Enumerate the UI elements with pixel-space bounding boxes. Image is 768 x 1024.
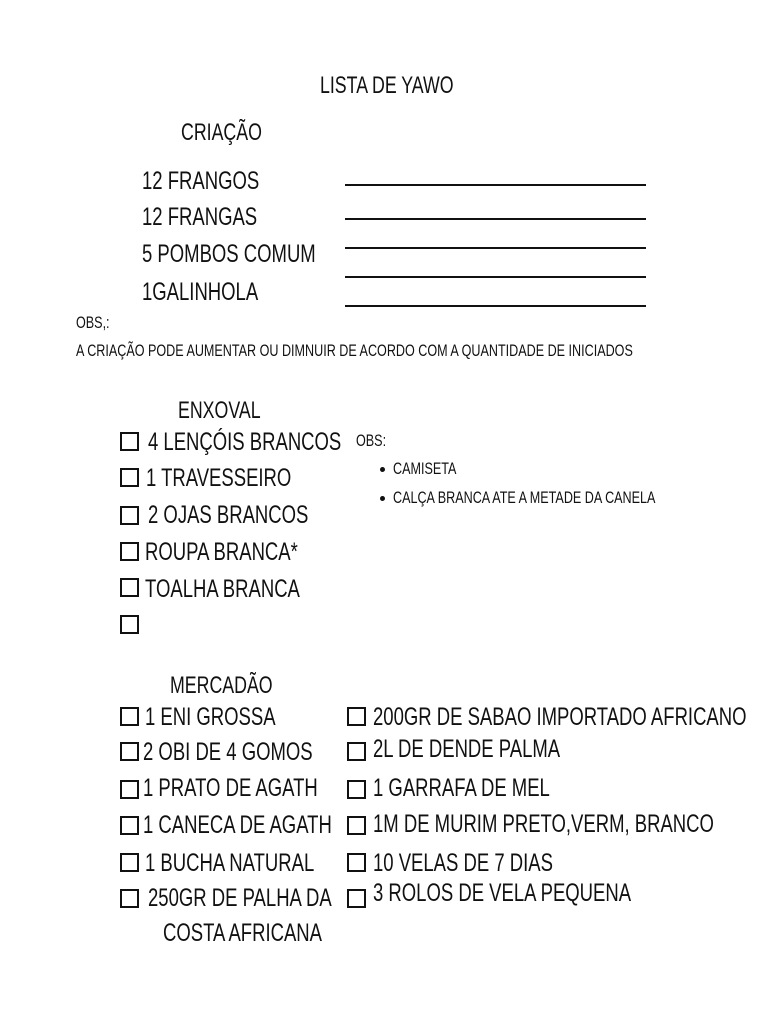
mercadao-left-checkbox-2[interactable] (120, 742, 139, 761)
mercadao-item-palha: 250GR DE PALHA DA (148, 884, 332, 912)
mercadao-item-dende: 2L DE DENDE PALMA (373, 735, 561, 763)
mercadao-right-checkbox-6[interactable] (347, 889, 366, 908)
mercadao-left-checkbox-1[interactable] (120, 707, 139, 726)
enxoval-item-ojas: 2 OJAS BRANCOS (148, 501, 309, 529)
criacao-heading: CRIAÇÃO (181, 119, 262, 146)
mercadao-heading: MERCADÃO (170, 672, 273, 699)
enxoval-heading: ENXOVAL (178, 397, 261, 424)
enxoval-obs-item-calca: CALÇA BRANCA ATE A METADE DA CANELA (393, 488, 656, 507)
criacao-line-4 (345, 276, 646, 278)
enxoval-item-roupa: ROUPA BRANCA* (145, 538, 298, 566)
bullet-icon (380, 496, 385, 501)
enxoval-obs-label: OBS: (356, 431, 387, 450)
criacao-obs-label: OBS,: (76, 313, 110, 332)
mercadao-item-obi: 2 OBI DE 4 GOMOS (143, 738, 313, 766)
enxoval-obs-item-camiseta: CAMISETA (393, 459, 457, 478)
mercadao-item-prato: 1 PRATO DE AGATH (143, 774, 318, 802)
enxoval-checkbox-6[interactable] (120, 615, 139, 634)
enxoval-item-lencois: 4 LENÇÓIS BRANCOS (148, 428, 342, 456)
enxoval-checkbox-3[interactable] (120, 506, 139, 525)
criacao-line-3 (345, 247, 646, 249)
enxoval-checkbox-4[interactable] (120, 542, 139, 561)
criacao-item-pombos: 5 POMBOS COMUM (142, 240, 316, 268)
criacao-item-frangas: 12 FRANGAS (142, 203, 258, 231)
enxoval-item-travesseiro: 1 TRAVESSEIRO (146, 464, 292, 492)
criacao-line-2 (345, 218, 646, 220)
enxoval-checkbox-5[interactable] (120, 578, 139, 597)
mercadao-item-caneca: 1 CANECA DE AGATH (143, 811, 332, 839)
mercadao-left-checkbox-6[interactable] (120, 889, 139, 908)
mercadao-right-checkbox-5[interactable] (347, 853, 366, 872)
mercadao-item-rolos: 3 ROLOS DE VELA PEQUENA (373, 879, 632, 907)
mercadao-item-velas: 10 VELAS DE 7 DIAS (373, 849, 553, 877)
mercadao-right-checkbox-3[interactable] (347, 780, 366, 799)
enxoval-item-toalha: TOALHA BRANCA (145, 575, 300, 603)
page-title: LISTA DE YAWO (320, 72, 454, 99)
mercadao-item-bucha: 1 BUCHA NATURAL (145, 849, 315, 877)
mercadao-item-mel: 1 GARRAFA DE MEL (373, 774, 550, 802)
mercadao-item-murim: 1M DE MURIM PRETO,VERM, BRANCO (373, 810, 714, 838)
mercadao-right-checkbox-4[interactable] (347, 816, 366, 835)
mercadao-item-eni: 1 ENI GROSSA (145, 703, 276, 731)
enxoval-checkbox-2[interactable] (120, 468, 139, 487)
mercadao-left-checkbox-5[interactable] (120, 853, 139, 872)
enxoval-checkbox-1[interactable] (120, 432, 139, 451)
mercadao-item-palha-cont: COSTA AFRICANA (163, 919, 322, 947)
mercadao-right-checkbox-1[interactable] (347, 707, 366, 726)
mercadao-left-checkbox-4[interactable] (120, 816, 139, 835)
criacao-obs-text: A CRIAÇÃO PODE AUMENTAR OU DIMNUIR DE ACORDO COM A QUANTIDADE DE INICIADOS (76, 341, 633, 360)
mercadao-left-checkbox-3[interactable] (120, 780, 139, 799)
mercadao-right-checkbox-2[interactable] (347, 742, 366, 761)
criacao-line-1 (345, 184, 646, 186)
bullet-icon (380, 467, 385, 472)
criacao-line-5 (345, 305, 646, 307)
criacao-item-frangos: 12 FRANGOS (142, 167, 260, 195)
criacao-item-galinhola: 1GALINHOLA (142, 278, 259, 306)
mercadao-item-sabao: 200GR DE SABAO IMPORTADO AFRICANO (373, 703, 747, 731)
